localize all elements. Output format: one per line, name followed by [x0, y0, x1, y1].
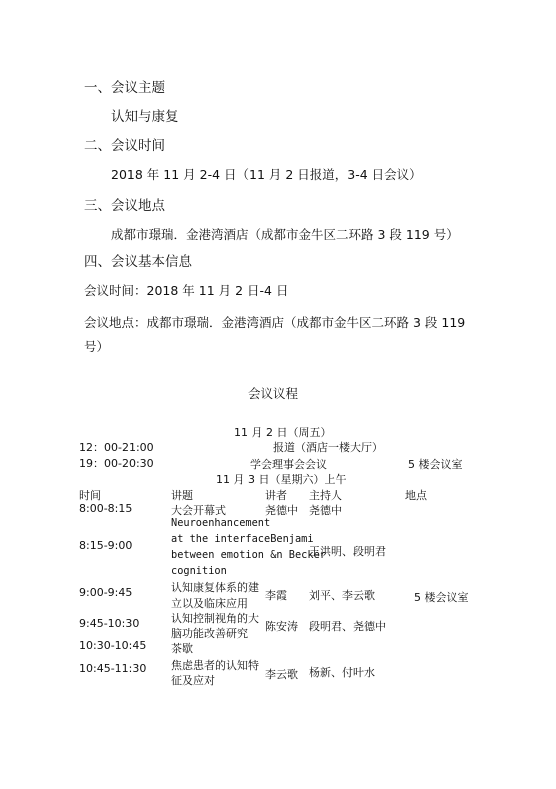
day1-row-time: 19：00-20:30	[79, 457, 154, 470]
row-topic: 茶歇	[171, 642, 193, 655]
row-topic-line: between emotion &n Becker	[171, 549, 326, 561]
section-body-place: 成都市璟瑞．金港湾酒店（成都市金牛区二环路 3 段 119 号）	[111, 227, 459, 242]
row-topic: 大会开幕式	[171, 504, 226, 517]
row-topic-line: 脑功能改善研究	[171, 627, 248, 640]
section-heading-basic-info: 四、会议基本信息	[84, 254, 192, 270]
row-time: 9:00-9:45	[79, 586, 133, 599]
row-time: 8:00-8:15	[79, 502, 133, 515]
basic-info-time: 会议时间：2018 年 11 月 2 日-4 日	[84, 283, 289, 298]
row-topic-line: Neuroenhancement	[171, 517, 271, 529]
day1-row-event: 学会理事会会议	[250, 458, 327, 471]
section-heading-time: 二、会议时间	[84, 138, 165, 154]
row-topic-line: at the interfaceBenjami	[171, 533, 314, 545]
row-speaker: 李云歌	[265, 668, 298, 681]
row-topic-line: 立以及临床应用	[171, 597, 248, 610]
row-topic-line: 焦虑患者的认知特	[171, 659, 259, 672]
row-host: 尧德中	[309, 504, 342, 517]
row-topic-line: cognition	[171, 565, 227, 577]
row-speaker: 尧德中	[265, 504, 298, 517]
row-speaker: 陈安涛	[265, 620, 298, 633]
col-header-speaker: 讲者	[265, 489, 287, 502]
row-topic-line: 征及应对	[171, 674, 215, 687]
day1-row-place: 5 楼会议室	[408, 458, 463, 471]
col-header-topic: 讲题	[171, 489, 193, 502]
section-heading-theme: 一、会议主题	[84, 80, 165, 96]
row-speaker: 李霞	[265, 589, 287, 602]
col-header-host: 主持人	[309, 489, 342, 502]
day1-row-event: 报道（酒店一楼大厅）	[273, 441, 383, 454]
agenda-day2-title: 11 月 3 日（星期六）上午	[216, 473, 347, 486]
basic-info-place: 会议地点：成都市璟瑞．金港湾酒店（成都市金牛区二环路 3 段 119	[84, 315, 466, 330]
row-time: 8:15-9:00	[79, 539, 133, 552]
section-body-time: 2018 年 11 月 2-4 日（11 月 2 日报道，3-4 日会议）	[111, 167, 422, 182]
row-host: 段明君、尧德中	[309, 620, 386, 633]
section-heading-place: 三、会议地点	[84, 198, 165, 214]
row-place: 5 楼会议室	[414, 591, 469, 604]
agenda-title: 会议议程	[248, 386, 299, 401]
section-body-theme: 认知与康复	[111, 109, 179, 125]
col-header-place: 地点	[405, 489, 427, 502]
row-host: 杨新、付叶水	[309, 666, 375, 679]
row-time: 9:45-10:30	[79, 617, 140, 630]
row-time: 10:30-10:45	[79, 639, 147, 652]
row-topic-line: 认知康复体系的建	[171, 581, 259, 594]
day1-row-time: 12：00-21:00	[79, 441, 154, 454]
basic-info-place-cont: 号）	[84, 339, 110, 354]
row-time: 10:45-11:30	[79, 662, 147, 675]
row-topic-line: 认知控制视角的大	[171, 612, 259, 625]
agenda-day1-title: 11 月 2 日（周五）	[234, 426, 332, 439]
row-host: 王洪明、段明君	[309, 545, 386, 558]
row-host: 刘平、李云歌	[309, 589, 375, 602]
col-header-time: 时间	[79, 489, 101, 502]
